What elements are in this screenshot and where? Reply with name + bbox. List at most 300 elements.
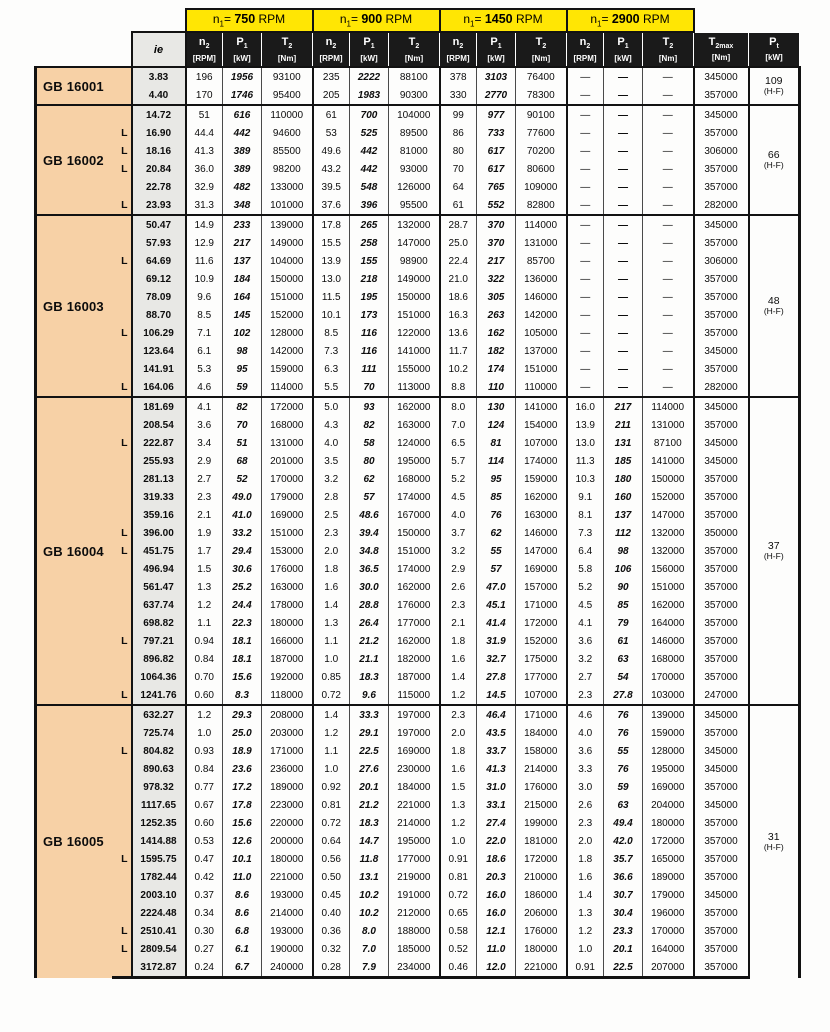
n2-cell: 41.3 <box>186 142 223 160</box>
p1-cell: 23.6 <box>223 760 262 778</box>
t2max-cell: 357000 <box>694 416 749 434</box>
t2-cell: 179000 <box>643 886 694 904</box>
n2-cell: 1.4 <box>567 886 604 904</box>
p1-cell: 18.1 <box>223 632 262 650</box>
ie-ratio-cell: 1241.76 <box>132 686 186 705</box>
p1-cell: 174 <box>477 360 516 378</box>
ie-ratio-cell: 2510.41 <box>132 922 186 940</box>
table-row <box>36 742 800 760</box>
t2max-cell: 345000 <box>694 105 749 124</box>
p1-cell: 112 <box>604 524 643 542</box>
p1-cell: 49.4 <box>604 814 643 832</box>
n2-cell: 0.91 <box>567 958 604 978</box>
p1-cell: 155 <box>350 252 389 270</box>
column-symbol: $T_2$ <box>662 36 674 51</box>
p1-cell: 36.6 <box>604 868 643 886</box>
p1-cell: 24.4 <box>223 596 262 614</box>
ie-ratio-cell: 978.32 <box>132 778 186 796</box>
t2-cell: 193000 <box>262 886 313 904</box>
t2-cell: 76400 <box>516 67 567 86</box>
t2-cell: 142000 <box>516 306 567 324</box>
p1-cell: 10.1 <box>223 850 262 868</box>
l-marker-cell <box>112 270 132 288</box>
ie-ratio-cell: 222.87 <box>132 434 186 452</box>
column-header-p1 <box>604 32 643 67</box>
n2-cell: 10.9 <box>186 270 223 288</box>
l-marker-cell <box>112 958 132 978</box>
n2-cell: 3.4 <box>186 434 223 452</box>
p1-cell: 442 <box>223 124 262 142</box>
table-row <box>36 542 800 560</box>
n2-cell: 13.9 <box>567 416 604 434</box>
t2-cell: 189000 <box>643 868 694 886</box>
t2-cell: 175000 <box>516 650 567 668</box>
n2-cell: 0.84 <box>186 650 223 668</box>
p1-cell: 93 <box>350 397 389 416</box>
p1-cell: 616 <box>223 105 262 124</box>
t2-cell: 168000 <box>643 650 694 668</box>
t2-cell: 179000 <box>262 488 313 506</box>
t2-cell: — <box>643 160 694 178</box>
t2-cell: — <box>643 67 694 86</box>
p1-cell: 30.6 <box>223 560 262 578</box>
n2-cell: 1.6 <box>567 868 604 886</box>
t2-cell: 208000 <box>262 705 313 724</box>
p1-cell: 173 <box>350 306 389 324</box>
l-marker-cell <box>112 886 132 904</box>
l-marker-cell: L <box>112 160 132 178</box>
ie-ratio-cell: 141.91 <box>132 360 186 378</box>
table-row <box>36 814 800 832</box>
t2max-cell: 345000 <box>694 705 749 724</box>
table-row <box>36 650 800 668</box>
t2-cell: 131000 <box>262 434 313 452</box>
n2-cell: 0.94 <box>186 632 223 650</box>
n2-cell: 51 <box>186 105 223 124</box>
n2-cell: 3.2 <box>440 542 477 560</box>
t2max-cell: 345000 <box>694 886 749 904</box>
p1-cell: 25.2 <box>223 578 262 596</box>
ie-ratio-cell: 123.64 <box>132 342 186 360</box>
table-row <box>36 324 800 342</box>
table-row <box>36 86 800 105</box>
n2-cell: 0.65 <box>440 904 477 922</box>
p1-cell: 21.1 <box>350 650 389 668</box>
p1-cell: 34.8 <box>350 542 389 560</box>
n2-cell: 13.0 <box>567 434 604 452</box>
p1-cell: 25.0 <box>223 724 262 742</box>
t2-cell: 146000 <box>516 524 567 542</box>
n2-cell: 0.60 <box>186 686 223 705</box>
t2-cell: — <box>643 234 694 252</box>
n2-cell: 21.0 <box>440 270 477 288</box>
n2-cell: 3.2 <box>567 650 604 668</box>
n2-cell: — <box>567 306 604 324</box>
column-header-t2 <box>262 32 313 67</box>
t2-cell: — <box>643 360 694 378</box>
n2-cell: 3.6 <box>186 416 223 434</box>
t2max-cell: 357000 <box>694 940 749 958</box>
n2-cell: — <box>567 270 604 288</box>
n2-cell: 0.84 <box>186 760 223 778</box>
ie-ratio-cell: 890.63 <box>132 760 186 778</box>
t2-cell: 150000 <box>389 524 440 542</box>
t2-cell: 93100 <box>262 67 313 86</box>
t2-cell: 215000 <box>516 796 567 814</box>
t2-cell: 142000 <box>262 342 313 360</box>
n2-cell: 3.2 <box>313 470 350 488</box>
p1-cell: 31.0 <box>477 778 516 796</box>
t2-cell: — <box>643 196 694 215</box>
t2-cell: 152000 <box>516 632 567 650</box>
l-marker-cell: L <box>112 142 132 160</box>
n2-cell: 0.58 <box>440 922 477 940</box>
t2-cell: 162000 <box>516 488 567 506</box>
n2-cell: 7.1 <box>186 324 223 342</box>
rpm-header-2900: $n_1= 2900$ RPM <box>567 9 694 32</box>
column-header-pt <box>749 32 800 67</box>
t2-cell: 195000 <box>643 760 694 778</box>
n2-cell: 4.5 <box>567 596 604 614</box>
t2-cell: 177000 <box>516 668 567 686</box>
header-spacer-model <box>36 32 132 67</box>
l-marker-cell: L <box>112 196 132 215</box>
l-marker-cell <box>112 342 132 360</box>
table-row <box>36 360 800 378</box>
n2-cell: — <box>567 86 604 105</box>
table-row <box>36 796 800 814</box>
n2-cell: 13.9 <box>313 252 350 270</box>
column-symbol: $P_1$ <box>617 36 629 51</box>
ie-ratio-cell: 1064.36 <box>132 668 186 686</box>
t2max-cell: 357000 <box>694 832 749 850</box>
n2-cell: 25.0 <box>440 234 477 252</box>
n2-cell: 1.5 <box>440 778 477 796</box>
t2-cell: 93000 <box>389 160 440 178</box>
l-marker-cell <box>112 306 132 324</box>
t2-cell: 163000 <box>262 578 313 596</box>
n2-cell: 0.53 <box>186 832 223 850</box>
t2-cell: 149000 <box>389 270 440 288</box>
table-row <box>36 252 800 270</box>
p1-cell: 30.7 <box>604 886 643 904</box>
table-row <box>36 506 800 524</box>
p1-cell: 263 <box>477 306 516 324</box>
column-header-p1 <box>477 32 516 67</box>
rpm-header-900: $n_1= 900$ RPM <box>313 9 440 32</box>
t2-cell: 159000 <box>262 360 313 378</box>
t2-cell: — <box>643 142 694 160</box>
n2-cell: 1.0 <box>313 760 350 778</box>
n2-cell: 235 <box>313 67 350 86</box>
n2-cell: 378 <box>440 67 477 86</box>
t2max-cell: 345000 <box>694 434 749 452</box>
table-row <box>36 904 800 922</box>
t2-cell: 154000 <box>516 416 567 434</box>
table-row <box>36 596 800 614</box>
l-marker-cell <box>112 596 132 614</box>
t2-cell: 172000 <box>262 397 313 416</box>
t2max-cell: 357000 <box>694 632 749 650</box>
rpm-symbol: n <box>463 12 471 27</box>
t2-cell: — <box>643 86 694 105</box>
p1-cell: 82 <box>350 416 389 434</box>
table-row <box>36 958 800 978</box>
l-marker-cell <box>112 650 132 668</box>
t2-cell: 214000 <box>389 814 440 832</box>
n2-cell: 1.1 <box>313 742 350 760</box>
t2max-cell: 306000 <box>694 142 749 160</box>
ie-ratio-cell: 561.47 <box>132 578 186 596</box>
ie-ratio-cell: 14.72 <box>132 105 186 124</box>
n2-cell: 17.8 <box>313 215 350 234</box>
column-unit: [Nm] <box>531 53 551 63</box>
column-header-n2 <box>186 32 223 67</box>
t2-cell: 159000 <box>516 470 567 488</box>
n2-cell: 0.85 <box>313 668 350 686</box>
n2-cell: 5.2 <box>567 578 604 596</box>
t2-cell: 203000 <box>262 724 313 742</box>
n2-cell: 1.3 <box>186 578 223 596</box>
t2-cell: 77600 <box>516 124 567 142</box>
p1-cell: 57 <box>477 560 516 578</box>
n2-cell: 1.5 <box>186 560 223 578</box>
p1-cell: — <box>604 196 643 215</box>
p1-cell: 15.6 <box>223 668 262 686</box>
p1-cell: 116 <box>350 324 389 342</box>
column-symbol: $T_2$ <box>535 36 547 51</box>
n2-cell: 8.5 <box>186 306 223 324</box>
n2-cell: 2.9 <box>440 560 477 578</box>
p1-cell: 36.5 <box>350 560 389 578</box>
model-label: GB 16001 <box>36 67 112 105</box>
n2-cell: 0.72 <box>440 886 477 904</box>
p1-cell: 370 <box>477 215 516 234</box>
t2-cell: — <box>643 124 694 142</box>
p1-cell: 35.7 <box>604 850 643 868</box>
table-row <box>36 124 800 142</box>
p1-cell: 95 <box>477 470 516 488</box>
p1-cell: 70 <box>223 416 262 434</box>
p1-cell: — <box>604 67 643 86</box>
n2-cell: 0.60 <box>186 814 223 832</box>
p1-cell: 15.6 <box>223 814 262 832</box>
t2-cell: 187000 <box>262 650 313 668</box>
n2-cell: 1.7 <box>186 542 223 560</box>
p1-cell: — <box>604 160 643 178</box>
n2-cell: 16.0 <box>567 397 604 416</box>
t2-cell: 214000 <box>262 904 313 922</box>
p1-cell: 180 <box>604 470 643 488</box>
t2-cell: 177000 <box>389 614 440 632</box>
t2-cell: 132000 <box>643 542 694 560</box>
ie-ratio-cell: 2224.48 <box>132 904 186 922</box>
table-row <box>36 196 800 215</box>
t2-cell: 88100 <box>389 67 440 86</box>
t2-cell: 147000 <box>516 542 567 560</box>
t2-cell: 196000 <box>643 904 694 922</box>
t2-cell: 172000 <box>516 614 567 632</box>
n2-cell: — <box>567 252 604 270</box>
p1-cell: 11.8 <box>350 850 389 868</box>
t2max-cell: 357000 <box>694 470 749 488</box>
t2max-cell: 357000 <box>694 650 749 668</box>
ie-ratio-cell: 396.00 <box>132 524 186 542</box>
p1-cell: — <box>604 324 643 342</box>
pt-value: 31 <box>767 830 780 843</box>
p1-cell: 10.2 <box>350 904 389 922</box>
column-symbol: $n_2$ <box>325 36 337 51</box>
ie-ratio-cell: 804.82 <box>132 742 186 760</box>
t2-cell: 95400 <box>262 86 313 105</box>
t2-cell: 184000 <box>516 724 567 742</box>
p1-cell: 90 <box>604 578 643 596</box>
t2max-cell: 357000 <box>694 578 749 596</box>
ie-ratio-cell: 1252.35 <box>132 814 186 832</box>
t2max-cell: 345000 <box>694 452 749 470</box>
p1-cell: 52 <box>223 470 262 488</box>
p1-cell: 33.7 <box>477 742 516 760</box>
p1-cell: 396 <box>350 196 389 215</box>
table-row <box>36 67 800 86</box>
p1-cell: 41.3 <box>477 760 516 778</box>
column-symbol: $P_1$ <box>490 36 502 51</box>
n2-cell: 0.27 <box>186 940 223 958</box>
t2-cell: — <box>643 306 694 324</box>
l-marker-cell: L <box>112 742 132 760</box>
n2-cell: 1.0 <box>567 940 604 958</box>
p1-cell: 162 <box>477 324 516 342</box>
n2-cell: 6.1 <box>186 342 223 360</box>
t2-cell: 220000 <box>262 814 313 832</box>
p1-cell: 16.0 <box>477 904 516 922</box>
t2-cell: 171000 <box>516 596 567 614</box>
p1-cell: 442 <box>350 142 389 160</box>
t2-cell: 110000 <box>516 378 567 397</box>
t2-cell: 169000 <box>516 560 567 578</box>
p1-cell: 98 <box>223 342 262 360</box>
p1-cell: 28.8 <box>350 596 389 614</box>
pt-cell <box>749 397 800 705</box>
t2-cell: 176000 <box>389 596 440 614</box>
pt-value: 48 <box>767 295 780 307</box>
table-row <box>36 434 800 452</box>
table-row <box>36 632 800 650</box>
column-symbol: $n_2$ <box>579 36 591 51</box>
ie-ratio-cell: 106.29 <box>132 324 186 342</box>
gear-ratings-table <box>34 8 801 979</box>
n2-cell: 330 <box>440 86 477 105</box>
n2-cell: 18.6 <box>440 288 477 306</box>
t2-cell: 170000 <box>262 470 313 488</box>
l-marker-cell <box>112 904 132 922</box>
t2-cell: 172000 <box>516 850 567 868</box>
t2-cell: 107000 <box>516 434 567 452</box>
t2-cell: 85700 <box>516 252 567 270</box>
ie-ratio-cell: 1117.65 <box>132 796 186 814</box>
t2-cell: 174000 <box>516 452 567 470</box>
n2-cell: 13.6 <box>440 324 477 342</box>
t2-cell: 166000 <box>262 632 313 650</box>
p1-cell: 98 <box>604 542 643 560</box>
t2max-cell: 357000 <box>694 160 749 178</box>
t2-cell: 157000 <box>516 578 567 596</box>
t2-cell: 139000 <box>643 705 694 724</box>
column-header-t2 <box>389 32 440 67</box>
pt-cell <box>749 105 800 215</box>
p1-cell: 130 <box>477 397 516 416</box>
rpm-symbol: n <box>212 12 220 27</box>
n2-cell: 5.0 <box>313 397 350 416</box>
table-row <box>36 940 800 958</box>
n2-cell: 4.0 <box>313 434 350 452</box>
n2-cell: 1.4 <box>440 668 477 686</box>
column-unit: [Nm] <box>711 53 731 63</box>
l-marker-cell: L <box>112 524 132 542</box>
l-marker-cell <box>112 560 132 578</box>
ie-ratio-cell: 18.16 <box>132 142 186 160</box>
p1-cell: 47.0 <box>477 578 516 596</box>
ie-ratio-cell: 88.70 <box>132 306 186 324</box>
column-header-row <box>36 32 800 67</box>
model-label: GB 16005 <box>36 705 112 978</box>
t2-cell: 128000 <box>262 324 313 342</box>
p1-cell: 18.6 <box>477 850 516 868</box>
t2-cell: 207000 <box>643 958 694 978</box>
p1-cell: 29.4 <box>223 542 262 560</box>
p1-cell: 57 <box>350 488 389 506</box>
t2-cell: 190000 <box>262 940 313 958</box>
t2-cell: 214000 <box>516 760 567 778</box>
l-marker-cell <box>112 668 132 686</box>
t2-cell: 95500 <box>389 196 440 215</box>
t2-cell: 204000 <box>643 796 694 814</box>
n2-cell: 2.3 <box>567 686 604 705</box>
n2-cell: 2.3 <box>440 596 477 614</box>
column-header-p1 <box>223 32 262 67</box>
t2-cell: 210000 <box>516 868 567 886</box>
p1-cell: 26.4 <box>350 614 389 632</box>
n2-cell: 1.6 <box>440 760 477 778</box>
model-label: GB 16004 <box>36 397 112 705</box>
p1-cell: 43.5 <box>477 724 516 742</box>
n2-cell: 1.6 <box>440 650 477 668</box>
ie-ratio-cell: 359.16 <box>132 506 186 524</box>
l-marker-cell <box>112 488 132 506</box>
n2-cell: 3.7 <box>440 524 477 542</box>
t2-cell: 162000 <box>389 397 440 416</box>
n2-cell: 0.72 <box>313 686 350 705</box>
p1-cell: 29.3 <box>223 705 262 724</box>
table-row <box>36 416 800 434</box>
ie-ratio-cell: 896.82 <box>132 650 186 668</box>
table-row <box>36 524 800 542</box>
t2-cell: 153000 <box>262 542 313 560</box>
l-marker-cell <box>112 288 132 306</box>
n2-cell: 4.1 <box>567 614 604 632</box>
table-row <box>36 215 800 234</box>
t2-cell: 236000 <box>262 760 313 778</box>
t2-cell: 185000 <box>389 940 440 958</box>
p1-cell: 22.5 <box>604 958 643 978</box>
p1-cell: 70 <box>350 378 389 397</box>
ie-ratio-cell: 57.93 <box>132 234 186 252</box>
n2-cell: 1.1 <box>186 614 223 632</box>
p1-cell: 55 <box>477 542 516 560</box>
column-unit: [Nm] <box>404 53 424 63</box>
t2-cell: 114000 <box>643 397 694 416</box>
t2-cell: 162000 <box>389 632 440 650</box>
